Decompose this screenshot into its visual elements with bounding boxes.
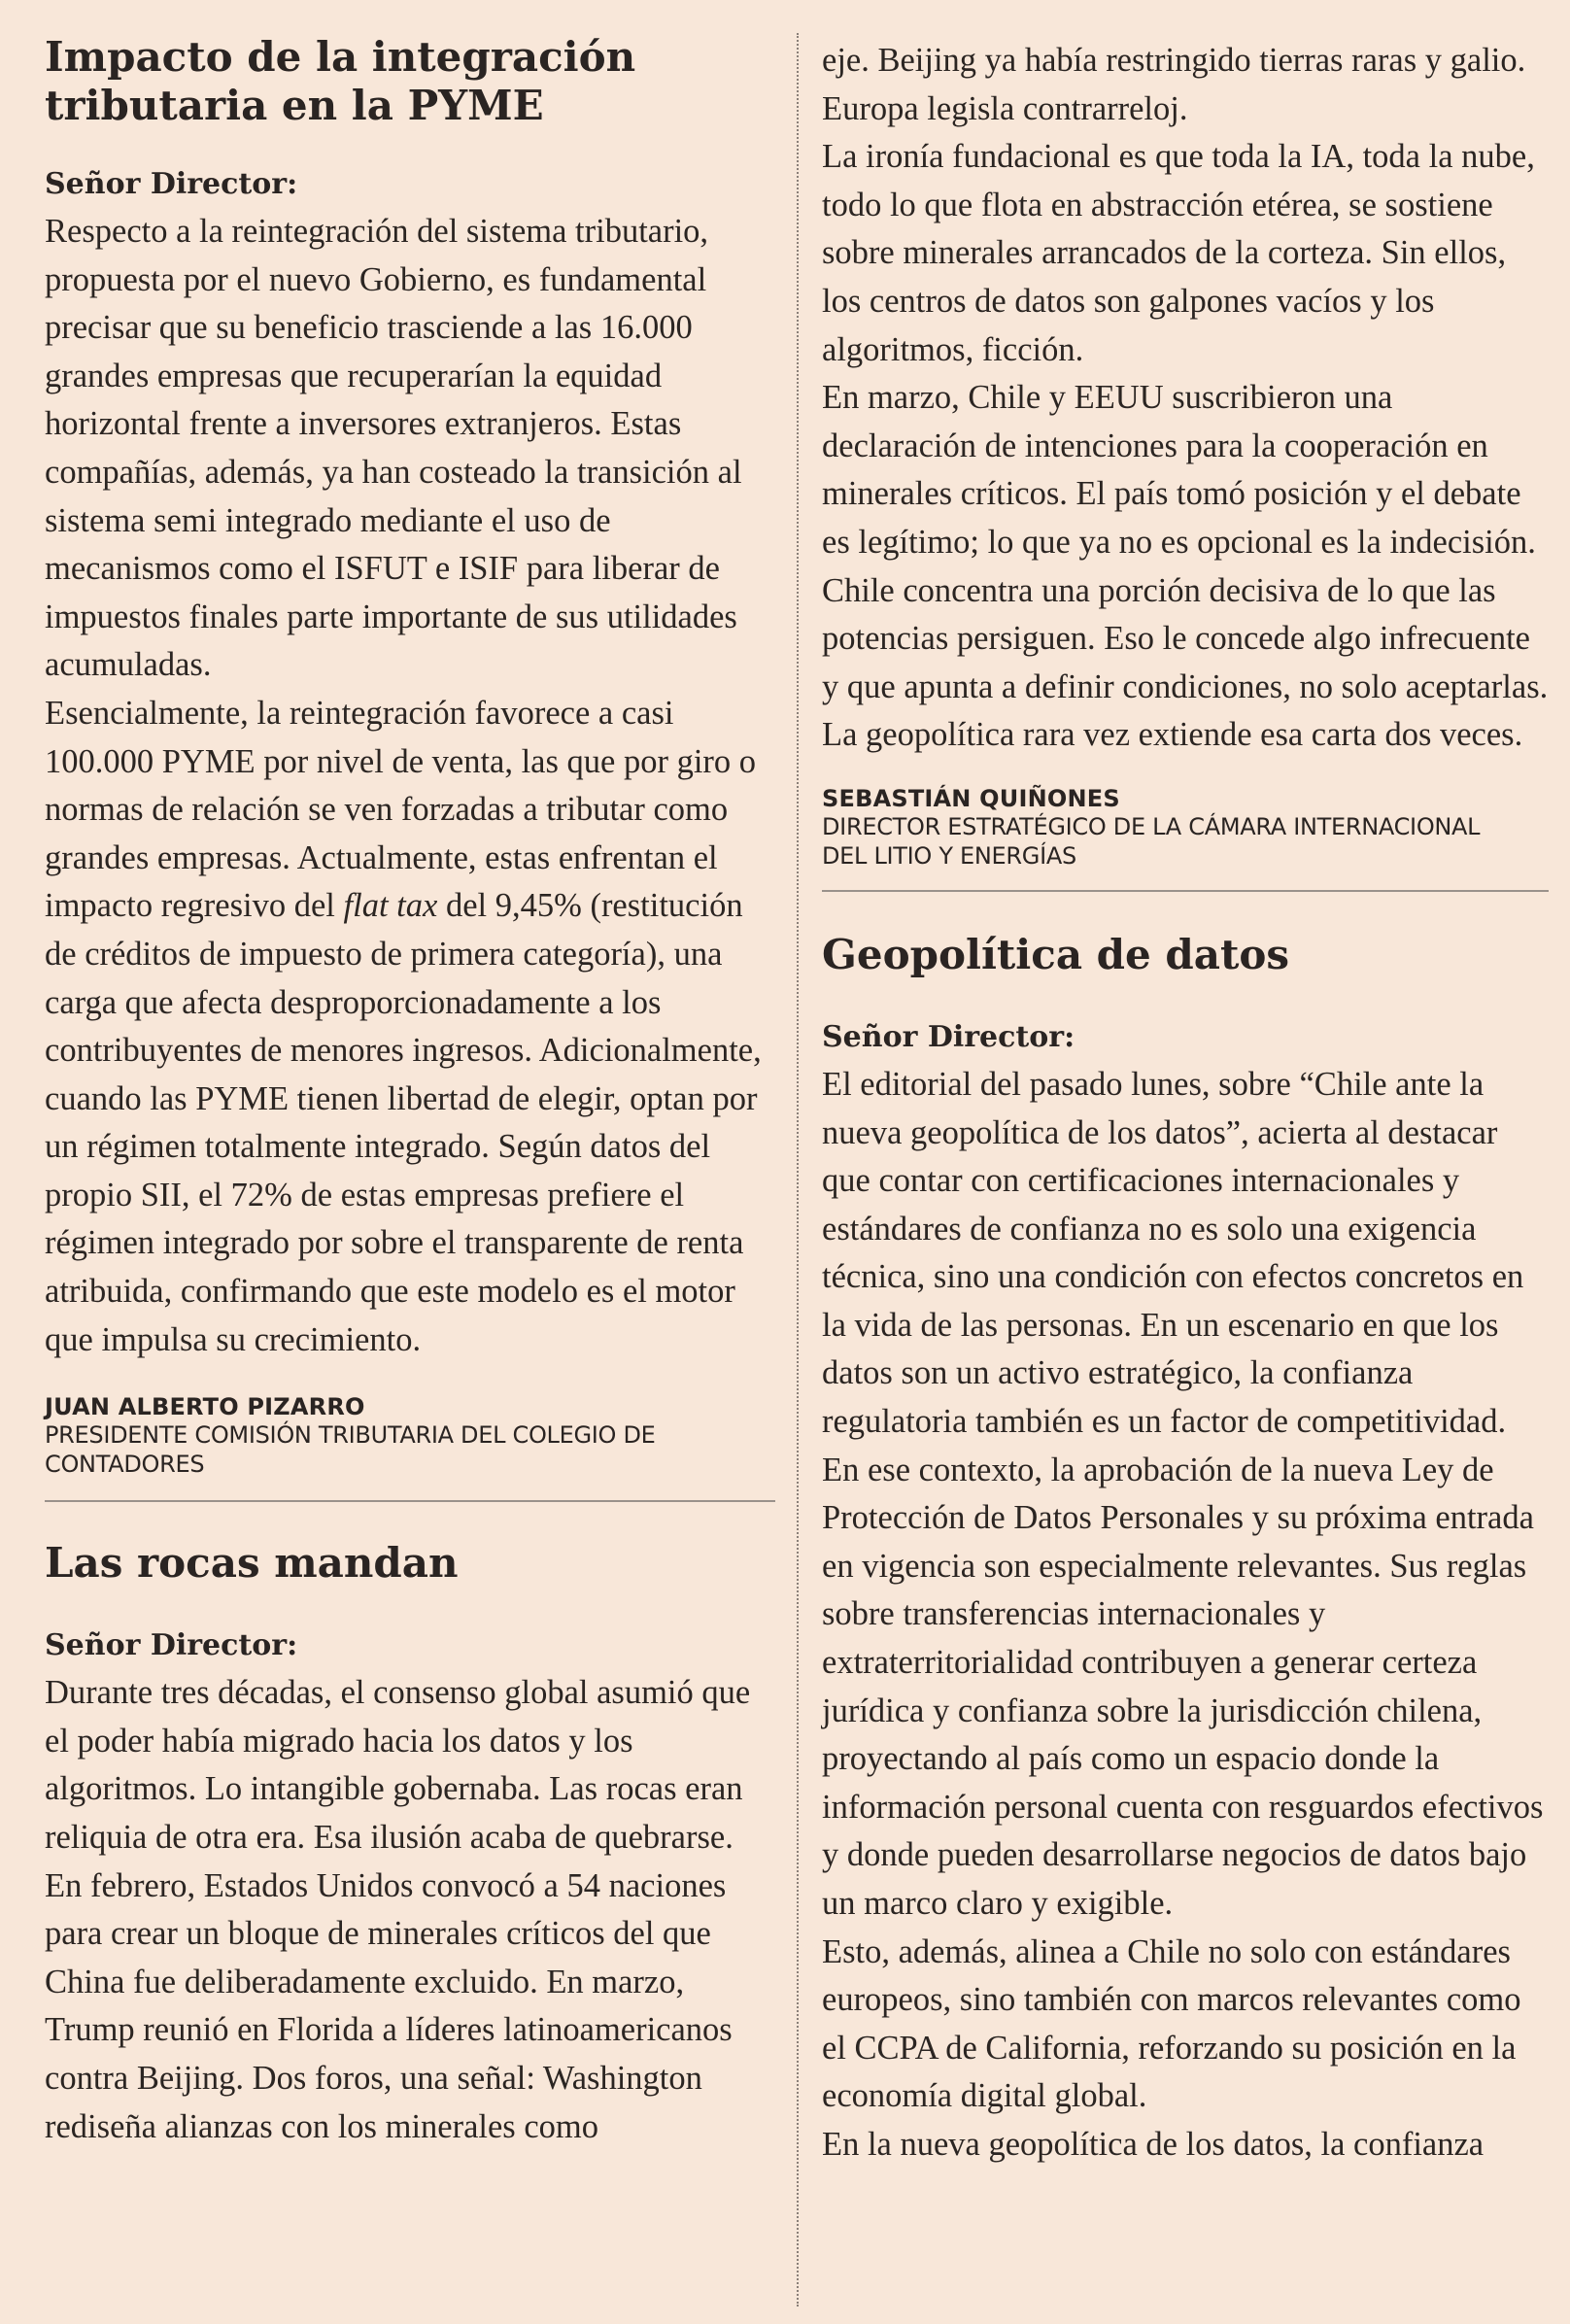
letter-paragraph <box>45 690 775 1364</box>
author-name: JUAN ALBERTO PIZARRO <box>45 1393 365 1421</box>
title-line-1: Impacto de la integración <box>45 33 636 81</box>
letter-paragraph: En la nueva geopolítica de los datos, la confianza <box>822 2125 1485 2163</box>
flat-tax-term: flat tax <box>343 887 438 925</box>
letter-paragraph: En febrero, Estados Unidos convocó a 54 naciones para crear un bloque de minerales críticos del que China fue deliberadamente excluido. En marzo, Trump reunió en Florida a líderes latinoamericanos contra Beijing. Dos foros, una señal: Washington rediseña alianzas con los minerales como <box>45 1866 733 2145</box>
salutation: Señor Director: <box>822 1019 1075 1054</box>
letter-rocas-continued <box>822 37 1549 892</box>
letter-paragraph: El editorial del pasado lunes, sobre “Chile ante la nueva geopolítica de los datos”, acierta al destacar que contar con certificaciones internacionales y estándares de confianza no es solo una exigencia técnica, sino una condición con efectos concretos en la vida de las personas. En un escenario en que los datos son un activo estratégico, la confianza regulatoria también es un factor de competitividad. <box>822 1065 1524 1441</box>
author-role-line: DEL LITIO Y ENERGÍAS <box>822 841 1076 870</box>
salutation: Señor Director: <box>45 167 298 201</box>
letter-paragraph: Esto, además, alinea a Chile no solo con estándares europeos, sino también con marcos relevantes como el CCPA de California, reforzando su posición en la economía digital global. <box>822 1932 1521 2115</box>
letter-title: Las rocas mandan <box>45 1539 459 1588</box>
salutation: Señor Director: <box>45 1628 298 1663</box>
author-role-line: CONTADORES <box>45 1451 205 1479</box>
column-divider <box>797 33 799 2307</box>
letter-pyme <box>45 33 775 1502</box>
section-rule <box>822 890 1549 892</box>
letter-paragraph: eje. Beijing ya había restringido tierras raras y galio. Europa legisla contrarreloj. <box>822 42 1526 127</box>
letter-paragraph: En marzo, Chile y EEUU suscribieron una declaración de intenciones para la cooperación en minerales críticos. El país tomó posición y el debate es legítimo; lo que ya no es opcional es la indecisión. Chile concentra una porción decisiva de lo que las potencias persiguen. Eso le concede algo infrecuente y que apunta a definir condiciones, no solo aceptarlas. La geopolítica rara vez extiende esa carta dos veces. <box>822 379 1549 754</box>
letter-paragraph: La ironía fundacional es que toda la IA, toda la nube, todo lo que flota en abstracción etérea, se sostiene sobre minerales arrancados de la corteza. Sin ellos, los centros de datos son galpones vacíos y los algoritmos, ficción. <box>822 138 1535 368</box>
author-role <box>822 812 1549 871</box>
author-role-line: DIRECTOR ESTRATÉGICO DE LA CÁMARA INTERNACIONAL <box>822 812 1481 840</box>
letter-paragraph: Respecto a la reintegración del sistema tributario, propuesta por el nuevo Gobierno, es fundamental precisar que su beneficio trasciende a las 16.000 grandes empresas que recuperarían la equidad horizontal frente a inversores extranjeros. Estas compañías, además, ya han costeado la transición al sistema semi integrado mediante el uso de mecanismos como el ISFUT e ISIF para liberar de impuestos finales parte importante de sus utilidades acumuladas. <box>45 213 742 684</box>
right-column <box>822 0 1549 2170</box>
letter-title: Geopolítica de datos <box>822 930 1290 978</box>
author-name: SEBASTIÁN QUIÑONES <box>822 784 1120 812</box>
letter-datos <box>822 931 1549 2170</box>
paragraph-text: Esencialmente, la reintegración favorece a casi 100.000 PYME por nivel de venta, las que por giro o normas de relación se ven forzadas a tributar como grandes empresas. Actualmente, estas enfrentan el impacto regresivo del <box>45 694 757 925</box>
author-role <box>45 1420 775 1479</box>
letter-paragraph: Durante tres décadas, el consenso global asumió que el poder había migrado hacia los datos y los algoritmos. Lo intangible gobernaba. Las rocas eran reliquia de otra era. Esa ilusión acaba de quebrarse. <box>45 1674 751 1857</box>
letter-paragraph: En ese contexto, la aprobación de la nueva Ley de Protección de Datos Personales y su próxima entrada en vigencia son especialmente relevantes. Sus reglas sobre transferencias internacionales y extraterritorialidad contribuyen a generar certeza jurídica y confianza sobre la jurisdicción chilena, proyectando al país como un espacio donde la información personal cuenta con resguardos efectivos y donde pueden desarrollarse negocios de datos bajo un marco claro y exigible. <box>822 1451 1544 1922</box>
paragraph-text: del 9,45% (restitución de créditos de impuesto de primera categoría), una carga que afecta desproporcionadamente a los contribuyentes de menores ingresos. Adicionalmente, cuando las PYME tienen libertad de elegir, optan por un régimen totalmente integrado. Según datos del propio SII, el 72% de estas empresas prefiere el régimen integrado por sobre el transparente de renta atribuida, confirmando que este modelo es el motor que impulsa su crecimiento. <box>45 887 762 1358</box>
letter-title <box>45 33 775 130</box>
author-role-line: PRESIDENTE COMISIÓN TRIBUTARIA DEL COLEGIO DE <box>45 1421 656 1450</box>
section-rule <box>45 1500 775 1502</box>
left-column <box>45 0 775 2151</box>
title-line-2: tributaria en la PYME <box>45 82 544 129</box>
letter-rocas <box>45 1539 775 2151</box>
